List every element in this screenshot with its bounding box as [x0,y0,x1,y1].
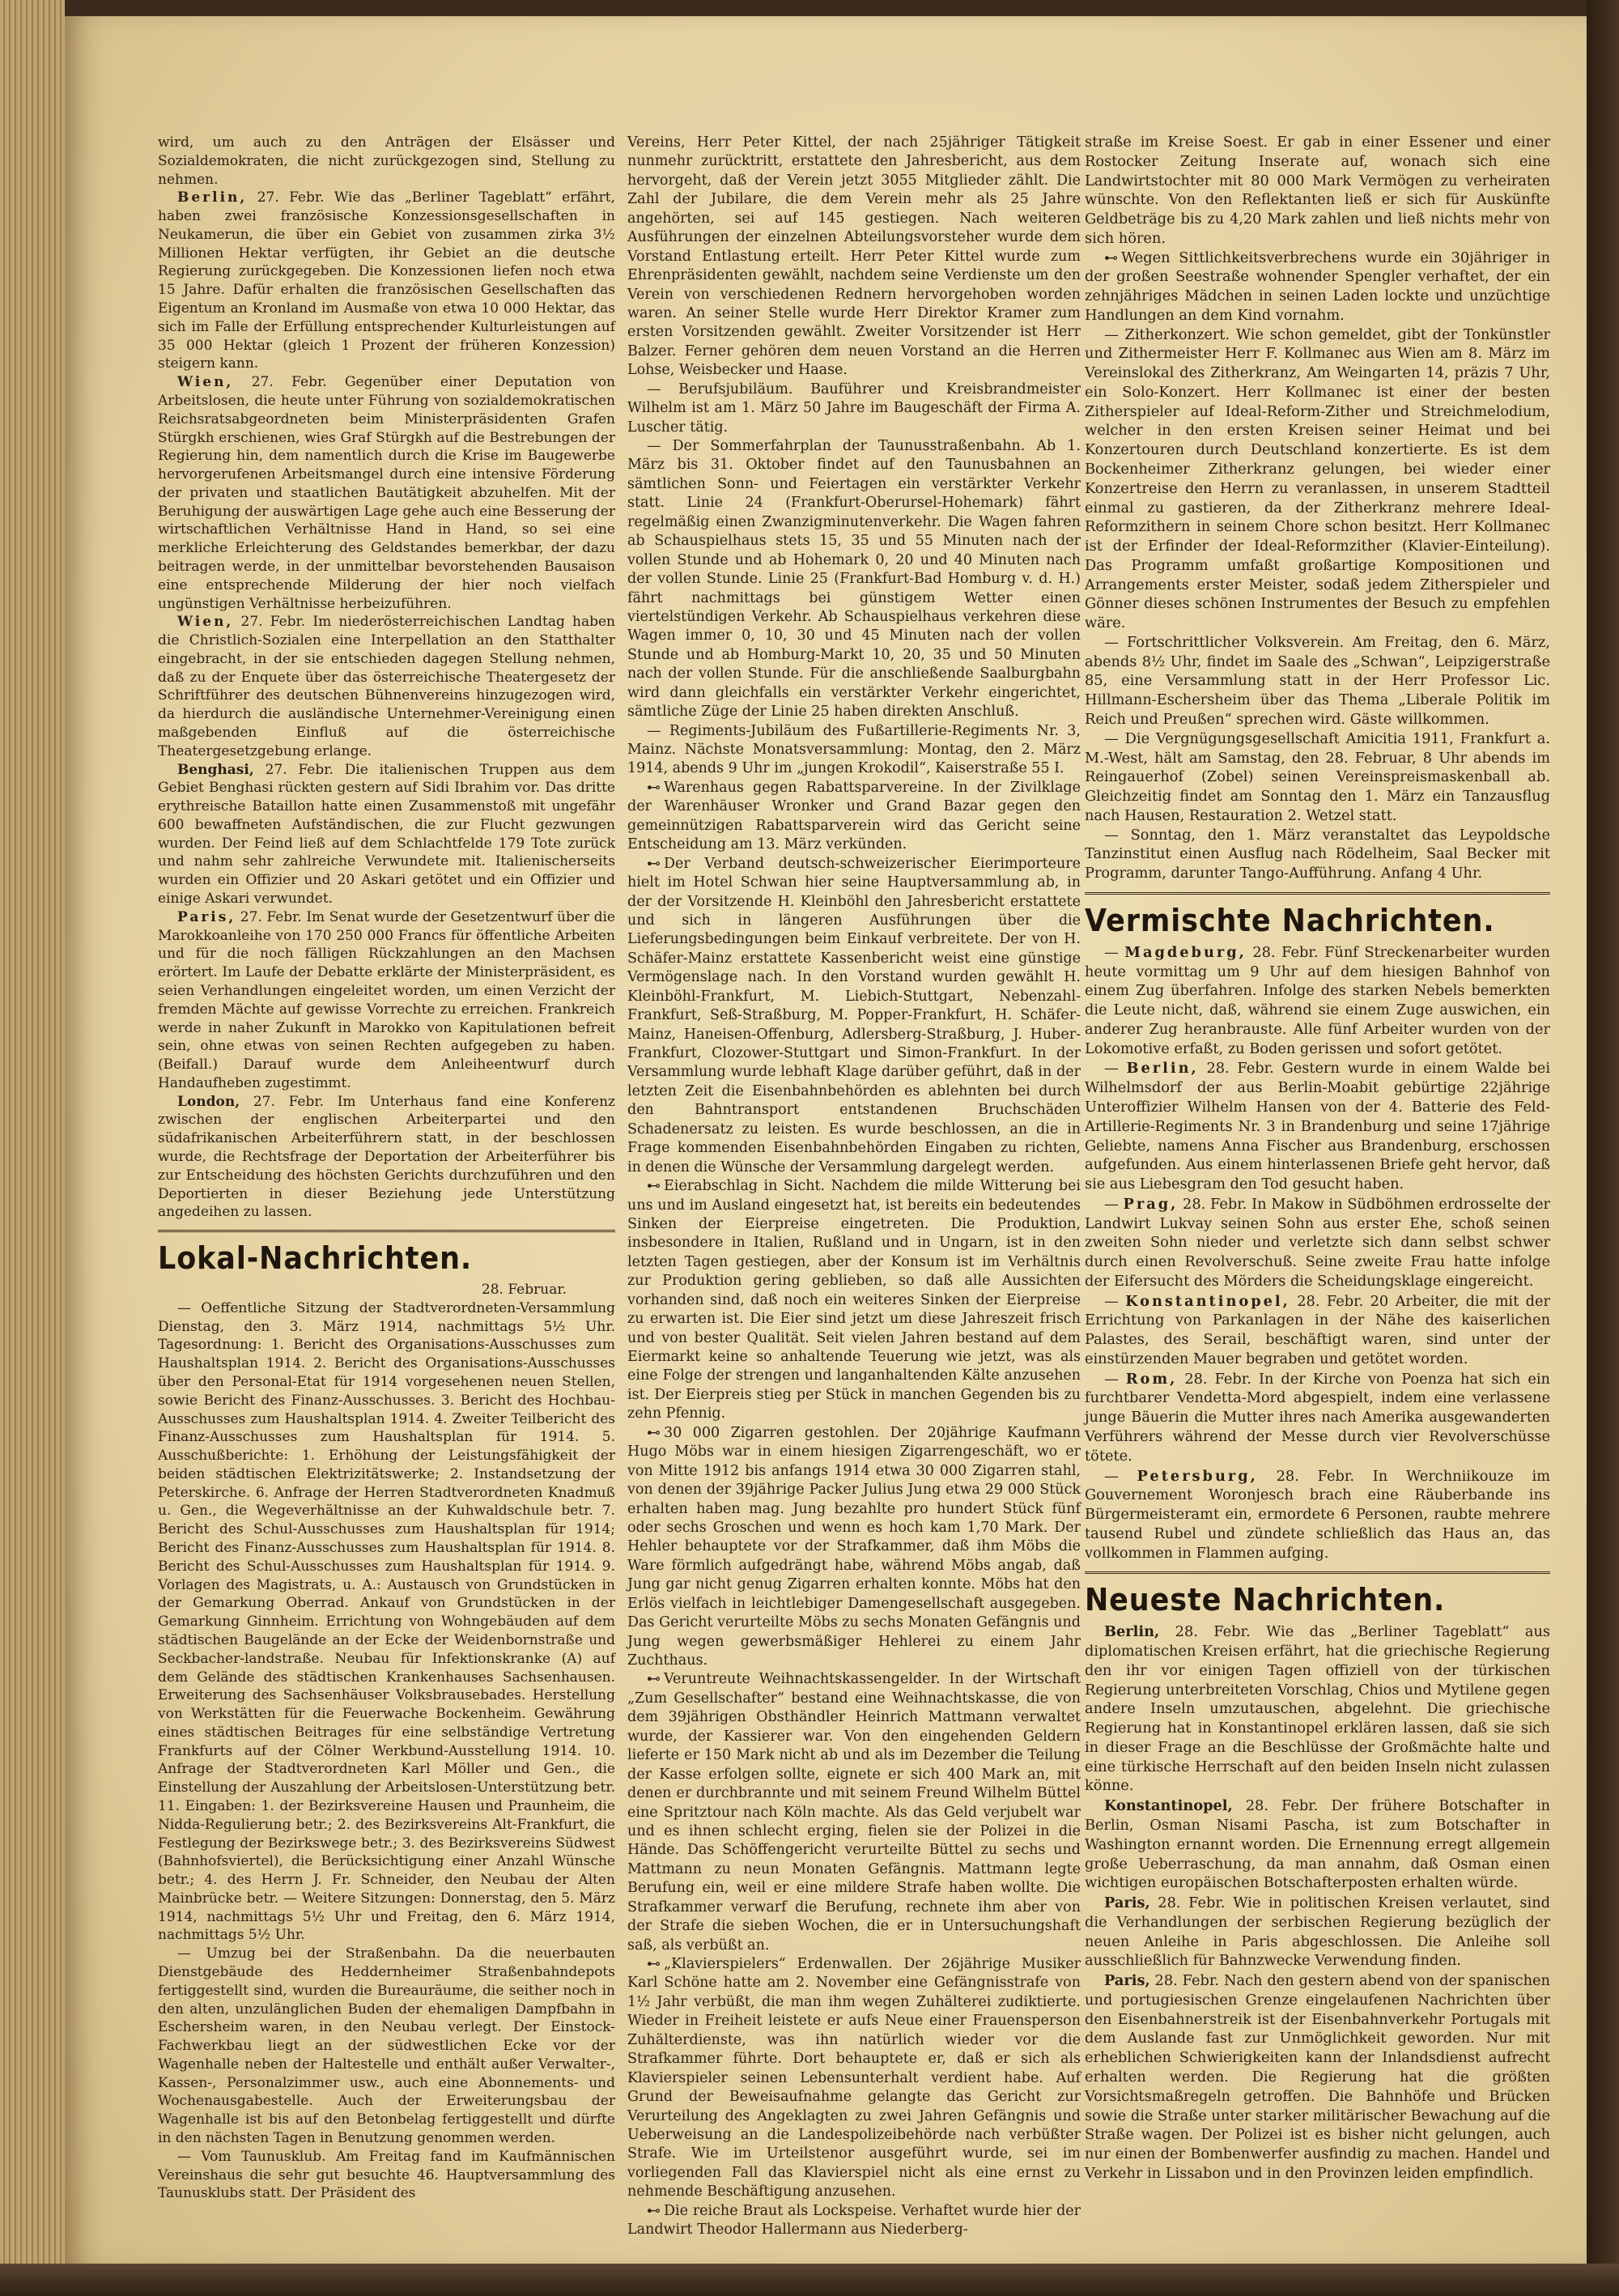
dateline-place: Prag, [1123,1195,1179,1213]
article-sommerfahrplan: — Der Sommerfahrplan der Taunusstraßenbahn. Ab 1. März bis 31. Oktober findet auf den Taunusbahnen an sämtlichen Sonn- und Feiertagen ein verstärkter Verkehr statt. Linie 24 (Frankfurt-Oberursel-Hohemark) fährt regelmäßig einen Zwanzigminutenverkehr. Die Wagen fahren ab Schauspielhaus stets 15, 35 und 55 Minuten nach der vollen Stunde und ab Hohemark 0, 20 und 40 Minuten nach der vollen Stunde. Linie 25 (Frankfurt-Bad Homburg v. d. H.) fährt nachmittags bei günstigem Wetter einen viertelstündigen Verkehr. Ab Schauspielhaus verkehren diese Wagen immer 0, 10, 30 und 45 Minuten nach der vollen Stunde und ab Homburg-Markt 10, 20, 35 und 50 Minuten nach der vollen Stunde. Für die anschließende Saalburgbahn wird dann gleichfalls ein verstärkter Verkehr eingerichtet, sämtliche Züge der Linie 25 haben direkten Anschluß. [627,438,1081,721]
article-taunusklub: — Vom Taunusklub. Am Freitag fand im Kaufmännischen Vereinshaus die sehr gut besuchte 46. Hauptversammlung des Taunusklubs statt. Der Präsident des [158,2148,615,2202]
hand-pointer-icon: ⊷ [647,779,661,796]
section-divider [1085,892,1550,895]
article-text: 27. Febr. Im Unterhaus fand eine Konferenz zwischen der englischen Arbeiterpartei und den südafrikanischen Arbeiterführern statt, in der beschlossen wurde, die Rechtsfrage der Deportation der Arbeiterführer bis zur Entscheidung des höchsten Gerichts durchzuführen und den Deportierten in dieser Beziehung jede Unterstützung angedeihen zu lassen. [158,1093,615,1221]
dateline-place: Paris, [1104,1894,1150,1912]
column-1 [158,134,615,2203]
article-text: Vereins, Herr Peter Kittel, der nach 25jähriger Tätigkeit nunmehr zurücktritt, erstattete den Jahresbericht, aus dem hervorgeht, daß der Verein jetzt 3055 Mitglieder zählt. Die Zahl der Jubilare, die dem Verein mehr als 25 Jahre angehörten, sei auf 145 gestiegen. Nach weiteren Ausführungen der einzelnen Abteilungsvorsteher wurde dem Vorstand Entlastung erteilt. Herr Peter Kittel wurde zum Ehrenpräsidenten gewählt, nachdem seine Verdienste um den Verein von verschiedenen Rednern hervorgehoben worden waren. An seiner Stelle wurde Herr Direktor Kramer zum ersten Vorsitzenden gewählt. Zweiter Vorsitzender ist Herr Balzer. Ferner gehören dem neuen Vorstand an die Herren Lohse, Weisbecker und Haase. [627,134,1081,379]
article-tanzinstitut: — Sonntag, den 1. März veranstaltet das Leypoldsche Tanzinstitut einen Ausflug nach Rödelheim, Saal Becker mit Programm, darunter Tango-Aufführung. Anfang 4 Uhr. [1085,827,1550,882]
article-eierabschlag: ⊷ Eierabschlag in Sicht. Nachdem die milde Witterung bei uns und im Ausland eingesetzt hat, ist bereits ein bedeutendes Sinken der Eierpreise eingetreten. Die Produktion, insbesondere in Italien, Rußland und in Ungarn, ist in den letzten Tagen gestiegen, aber der Konsum ist im Verhältnis zur Produktion gering geblieben, so daß alle Aussichten vorhanden sind, daß noch ein weiteres Sinken der Eierpreise zu erwarten ist. Die Eier sind jetzt um diese Jahreszeit frisch und von bester Qualität. Seit vielen Jahren bestand auf dem Eiermarkt keine so anhaltende Teuerung wie jetzt, was als eine Folge der strengen und langanhaltenden Kälte anzusehen ist. Der Eierpreis stieg per Stück in manchen Gegenden bis zu zehn Pfennig. [627,1178,1081,1422]
dateline-place: Rom, [1125,1370,1178,1388]
article-london [158,1093,615,1222]
article-klavierspieler: ⊷ „Klavierspielers“ Erdenwallen. Der 26jährige Musiker Karl Schöne hatte am 2. November eine Gefängnisstrafe von 1½ Jahr verbüßt, die man ihm wegen Zuhälterei zudiktierte. Wieder in Freiheit leistete er aufs Neue einer Frauensperson Zuhälterdienste, was ihn natürlich wieder vor die Strafkammer führte. Dort behauptete er, daß er sich als Klavierspieler seinen Lebensunterhalt verdient habe. Auf Grund der Beweisaufnahme gelangte das Gericht zur Verurteilung des Angeklagten zu zwei Jahren Gefängnis und Ueberweisung an die Landespolizeibehörde nach verbüßter Strafe. Wie im Urteilstenor ausgeführt wurde, sei im vorliegenden Fall das Klavierspiel nicht als eine ernst zu nehmende Beschäftigung anzusehen. [627,1956,1081,2200]
article-text: 27. Febr. Die italienischen Truppen aus dem Gebiet Benghasi rückten gestern auf Sidi Ibrahim vor. Das dritte erythreische Bataillon hatte einen Zusammenstoß mit ungefähr 600 bewaffneten Aufständischen, die zur Flucht gezwungen wurden. Der Feind ließ auf dem Schlachtfelde 179 Tote zurück und nahm sehr zahlreiche Verwundete mit. Italienischerseits wurden ein Offizier und 20 Askari getötet und ein Offizier und einige Askari verwundet. [158,761,616,908]
article-wien-2 [158,613,615,760]
dateline-place: Paris, [177,908,236,925]
article-petersburg: — Petersburg, 28. Febr. In Werchniikouze im Gouvernement Woronjesch brach eine Räuberbande ins Bürgermeisteramt ein, ermordete 6 Personen, raubte mehrere tausend Rubel und zündete schließlich das Haus an, das vollkommen in Flammen aufging. [1085,1467,1550,1562]
article-text: 27. Febr. Im Senat wurde der Gesetzentwurf über die Marokkoanleihe von 170 250 000 Francs für öffentliche Arbeiten und für die noch fälligen Rückzahlungen an den Machsen erörtert. Im Laufe der Debatte erklärte der Ministerpräsident, es seien Verhandlungen eingeleitet worden, um einen Verzicht der fremden Mächte auf gewisse Vorrechte zu erreichen. Frankreich werde in naher Zukunft in Marokko von Kapitulationen befreit sein, ohne etwas von seinen Rechten aufgegeben zu haben. (Beifall.) Darauf wurde dem Anleiheentwurf durch Handaufheben zugestimmt. [158,908,615,1091]
section-heading-lokal: Lokal-Nachrichten. [158,1240,473,1277]
article-konstantinopel: — Konstantinopel, 28. Febr. 20 Arbeiter, die mit der Errichtung von Parkanlagen in der Nähe des kaiserlichen Palastes, des Serail, beschäftigt waren, sind unter der einstürzenden Mauer begraben und getötet worden. [1085,1292,1550,1367]
dateline-place: Berlin, [177,189,248,206]
article-paris [158,908,615,1093]
hand-pointer-icon: ⊷ [647,1178,661,1195]
article-magdeburg: — Magdeburg, 28. Febr. Fünf Streckenarbeiter wurden heute vormittag um 9 Uhr auf dem hiesigen Bahnhof von einem Zug überfahren. Infolge des starken Nebels bemerkten die Leute nicht, daß, während sie einem Zuge auswichen, ein anderer Zug heranbrauste. Alle fünf Arbeiter wurden von der Lokomotive erfaßt, zu Boden gerissen und sofort getötet. [1085,943,1550,1057]
article-text: 27. Febr. Im niederösterreichischen Landtag haben die Christlich-Sozialen eine Interpellation an den Statthalter eingebracht, in der sie entschieden dagegen Stellung nehmen, daß zu der Enquete über das österreichische Theatergesetz der Schriftführer des deutschen Bühnenvereins hinzugezogen wird, da hierdurch die ausländische Unternehmer-Vereinigung einen maßgebenden Einfluß auf die österreichische Theatergesetzgebung erlange. [158,614,616,759]
article-eierimporteure: ⊷ Der Verband deutsch-schweizerischer Eierimporteure hielt im Hotel Schwan hier seine Hauptversammlung ab, in der der Vorsitzende H. Kleinböhl den Jahresbericht erstattete und sich in längeren Ausführungen über die Lieferungsbedingungen beim Einkauf verbreitete. Der von H. Schäfer-Mainz erstattete Kassenbericht weist eine günstige Vermögenslage nach. In den Vorstand wurden gewählt H. Kleinböhl-Frankfurt, M. Liebich-Stuttgart, Nebenzahl-Frankfurt, Seß-Straßburg, M. Popper-Frankfurt, H. Schäfer-Mainz, Haneisen-Offenburg, Adlersberg-Straßburg, J. Huber-Frankfurt, Clozower-Stuttgart und Simon-Frankfurt. In der Versammlung wurde lebhaft Klage darüber geführt, daß in der letzten Zeit die Eisenbahnbehörden es ablehnten bei durch den Bahntransport entstandenen Bruchschäden Schadenersatz zu leisten. Es wurde beschlossen, an die in Frage kommenden Eisenbahnbehörden Eingaben zu richten, in denen die Wünsche der Versammlung dargelegt werden. [627,855,1081,1176]
article-rom: — Rom, 28. Febr. In der Kirche von Poenza hat sich ein furchtbarer Vendetta-Mord abgespielt, indem eine verlassene junge Bäuerin die Mutter ihres nach Amerika ausgewanderten Verführers während der Messe durch vier Revolverschüsse tötete. [1085,1370,1550,1465]
article-zitherkonzert: — Zitherkonzert. Wie schon gemeldet, gibt der Tonkünstler und Zithermeister Herr F. Kollmanec aus Wien am 8. März im Vereinslokal des Zitherkranz, Am Weingarten 14, präzis 7 Uhr, ein Solo-Konzert. Herr Kollmanec ist einer der besten Zitherspieler auf Ideal-Reform-Zither und Streichmelodium, welcher in den ersten Kreisen seiner Heimat und bei Konzertouren durch Deutschland konzertierte. Es ist dem Bockenheimer Zitherkranz gelungen, bei wieder einer Konzertreise den Herrn zu veranlassen, in unserem Stadtteil einmal zu gastieren, da der Zitherkranz mehrere Ideal-Reformzithern in seinem Chore schon besitzt. Herr Kollmanec ist der Erfinder der Ideal-Reformzither (Klavier-Einteilung). Das Programm umfaßt großartige Kompositionen und Arrangements erster Meister, sodaß jedem Zitherspieler und Gönner dieses schönen Instrumentes der Besuch zu empfehlen wäre. [1085,326,1550,632]
column-3 [1085,134,1550,2184]
article-benghasi [158,761,615,908]
hand-pointer-icon: ⊷ [647,2202,661,2219]
article-text: wird, um auch zu den Anträgen der Elsässer und Sozialdemokraten, die nicht zurückgezogen sind, Stellung zu nehmen. [158,134,615,188]
article-prag: — Prag, 28. Febr. In Makow in Südböhmen erdrosselte der Landwirt Lukvay seinen Sohn aus erster Ehe, schoß seinen zweiten Sohn nieder und verletzte sich dann selbst schwer durch einen Revolverschuß. Seine zweite Frau hatte infolge der Eifersucht des Mörders die Scheidungsklage eingereicht. [1085,1195,1550,1290]
dateline-place: Konstantinopel, [1125,1292,1290,1310]
article-zigarren: ⊷ 30 000 Zigarren gestohlen. Der 20jährige Kaufmann Hugo Möbs war in einem hiesigen Zigarrengeschäft, wo er von Mitte 1912 bis anfangs 1914 etwa 30 000 Zigarren stahl, von denen der 39jährige Packer Julius Jung etwa 29 000 Stück erhalten haben mag. Jung bezahlte pro hundert Stück fünf oder sechs Groschen und wenn es hoch kam 1,70 Mark. Der Hehler behauptete vor der Strafkammer, daß ihm Möbs die Ware förmlich aufgedrängt habe, während Möbs angab, daß Jung gar nicht genug Zigarren erhalten konnte. Möbs hat den Erlös vielfach in leichtlebiger Damengesellschaft ausgegeben. Das Gericht verurteilte Möbs zu sechs Monaten Gefängnis und Jung wegen gewerbsmäßiger Hehlerei zu einem Jahr Zuchthaus. [627,1424,1081,1669]
article-amicitia: — Die Vergnügungsgesellschaft Amicitia 1911, Frankfurt a. M.-West, hält am Samstag, den 28. Februar, 8 Uhr abends im Reingauerhof (Zobel) seinen Vereinspreismaskenball ab. Gleichzeitig findet am Sonntag den 1. März ein Tanzausflug nach Hausen, Restauration 2. Wetzel statt. [1085,730,1550,824]
binding-shadow [1587,0,1619,2296]
article-berufsjubilaeum: — Berufsjubiläum. Bauführer und Kreisbrandmeister Wilhelm ist am 1. März 50 Jahre im Baugeschäft der Firma A. Luscher tätig. [627,381,1081,436]
article-berlin-neueste: Berlin, 28. Febr. Wie das „Berliner Tageblatt“ aus diplomatischen Kreisen erfährt, hat die griechische Regierung den ihr vor einigen Tagen offiziell von der türkischen Regierung unterbreiteten Vorschlag, Chios und Mytilene gegen andere Inseln umzutauschen, abgelehnt. Die griechische Regierung hat in Konstantinopel erklären lassen, daß sie sich in dieser Frage an die Beschlüsse der Großmächte halte und eine türkische Herrschaft auf den beiden Inseln nicht zulassen könne. [1085,1623,1550,1795]
article-berlin [158,189,615,373]
article-stadtverordneten: — Oeffentliche Sitzung der Stadtverordneten-Versammlung Dienstag, den 3. März 1914, nachmittags 5½ Uhr. Tagesordnung: 1. Bericht des Organisations-Ausschusses zum Haushaltsplan 1914. 2. Bericht des Organisations-Ausschusses über den Personal-Etat für 1914 vorgesehenen neuen Stellen, sowie Bericht des Finanz-Ausschusses. 3. Bericht des Hochbau-Ausschusses zum Haushaltsplan 1914. 4. Zweiter Teilbericht des Finanz-Ausschusses zum Haushaltsplan für 1914. 5. Ausschußberichte: 1. Erhöhung der Leistungsfähigkeit der beiden städtischen Elektrizitätswerke; 2. Instandsetzung der Peterskirche. 6. Anfrage der Herren Stadtverordneten Knadmuß u. Gen., die Wegeverhältnisse an der Kuhwaldschule betr. 7. Bericht des Schul-Ausschusses zum Haushaltsplan für 1914; Bericht des Finanz-Ausschusses zum Haushaltsplan für 1914. 8. Bericht des Schul-Ausschusses zum Haushaltsplan für 1914. 9. Vorlagen des Magistrats, u. A.: Austausch von Grundstücken in der Gemarkung Oberrad. Ankauf von Grundstücken in der Gemarkung Ginnheim. Errichtung von Wohngebäuden auf dem städtischen Baugelände an der Ecke der Weidenbornstraße und Seckbacher-landstraße. Neubau für Infektionskranke (A) auf dem Gelände des städtischen Krankenhauses Sachsenhausen. Erweiterung des Sachsenhäuser Volksbrausebades. Herstellung von Werkstätten für die Feuerwache Bockenheim. Gewährung eines städtischen Beitrages für eine selbständige Vertretung Frankfurts auf der Cölner Werkbund-Ausstellung 1914. 10. Anfrage der Stadtverordneten Karl Möller und Gen., die Einstellung der Auszahlung der Arbeitslosen-Unterstützung betr. 11. Eingaben: 1. der Bezirksvereine Hausen und Praunheim, die Nidda-Regulierung betr.; 2. des Bezirksvereins Alt-Frankfurt, die Festlegung der Bezirkswege betr.; 3. des Bezirksvereins Südwest (Bahnhofsviertel), die Berücksichtigung einer Anzahl Wünsche betr.; 4. des Herrn J. Fr. Schneider, den Neubau der Alten Mainbrücke betr. — Weitere Sitzungen: Donnerstag, den 5. März 1914, nachmittags 5½ Uhr und Freitag, den 6. März 1914, nachmittags 5½ Uhr. [158,1299,615,1944]
article-wien-1 [158,373,615,613]
article-paris-neueste-2: Paris, 28. Febr. Nach den gestern abend von der spanischen und portugiesischen Grenze eingelaufenen Nachrichten über den Eisenbahnerstreik ist der Eisenbahnverkehr Portugals mit dem Auslande fast zur Unmöglichkeit geworden. Nur mit erheblichen Schwierigkeiten kann der Inlandsdienst aufrecht erhalten werden. Die Regierung hat die größten Vorsichtsmaßregeln getroffen. Die Bahnhöfe und Brücken sowie die Straße unter starker militärischer Bewachung auf die Straße wagen. Der Polizei ist es bisher nicht gelungen, auch nur einen der Bombenwerfer ausfindig zu machen. Handel und Verkehr in Lissabon und in den Provinzen leiden empfindlich. [1085,1972,1550,2182]
book-page-edges [0,0,65,2296]
dateline-place: Paris, [1104,1972,1150,1990]
article-regiments-jubilaeum: — Regiments-Jubiläum des Fußartillerie-Regiments Nr. 3, Mainz. Nächste Monatsversammlung: Montag, den 2. März 1914, abends 9 Uhr im „jungen Krokodil“, Kaiserstraße 55 I. [627,722,1081,777]
dateline-place: Berlin, [1104,1623,1160,1641]
hand-pointer-icon: ⊷ [1104,249,1118,266]
section-heading-neueste: Neueste Nachrichten. [1085,1582,1446,1618]
section-divider [158,1230,615,1232]
article-text: 27. Febr. Gegenüber einer Deputation von Arbeitslosen, die heute unter Führung von sozialdemokratischen Reichsratsabgeordneten beim Ministerpräsidenten Grafen Stürgkh erschienen, wies Graf Stürgkh auf die Bestrebungen der Regierung hin, dem namentlich durch die Krise im Baugewerbe hervorgerufenen Arbeitsmangel durch eine intensive Förderung der privaten und staatlichen Bautätigkeit abzuhelfen. Mit der Beruhigung der auswärtigen Lage gehe auch eine Besserung der wirtschaftlichen Verhältnisse Hand in Hand, so sei eine merkliche Erleichterung des Geldstandes bemerkbar, der dazu beitragen werde, in der unmittelbar bevorstehenden Bausaison eine entsprechende Milderung der hier noch vielfach ungünstigen Verhältnisse herbeizuführen. [158,374,616,612]
article-text: 27. Febr. Wie das „Berliner Tageblatt“ erfährt, haben zwei französische Konzessionsgesellschaften in Neukamerun, die über ein Gebiet von zusammen zirka 3½ Millionen Hektar verfügten, ihr Gebiet an die deutsche Regierung zurückgegeben. Die Konzessionen liefen noch etwa 15 Jahre. Dafür erhalten die französischen Gesellschaften das Eigentum an Kronland im Ausmaße von etwa 10 000 Hektar, das sich im Falle der Erfüllung entsprechender Kulturleistungen auf 35 000 Hektar (gleich 1 Prozent der früheren Konzession) steigern kann. [158,189,615,372]
section-date: 28. Februar. [481,1282,567,1299]
article-text: straße im Kreise Soest. Er gab in einer Essener und einer Rostocker Zeitung Inserate auf, wonach sich eine Landwirtstochter mit 80 000 Mark Vermögen zu verheiraten wünschte. Von den Reflektanten ließ er sich für Auskünfte Geldbeträge bis zu 4,20 Mark zahlen und ließ nichts mehr von sich hören. [1085,134,1550,247]
section-heading-vermischte: Vermischte Nachrichten. [1085,902,1495,938]
hand-pointer-icon: ⊷ [647,1671,661,1688]
column-2 [627,134,1081,2240]
article-warenhaus: ⊷ Warenhaus gegen Rabattsparvereine. In der Zivilklage der Warenhäuser Wronker und Grand Bazar gegen den gemeinnützigen Rabattsparverein wird das Gericht seine Entscheidung am 13. März verkünden. [627,779,1081,853]
article-weihnachtskasse: ⊷ Veruntreute Weihnachtskassengelder. In der Wirtschaft „Zum Gesellschafter“ bestand eine Weihnachtskasse, die von dem 39jährigen Obsthändler Heinrich Mattmann verwaltet wurde, der Kassierer war. Von den eingehenden Geldern lieferte er 150 Mark nicht ab und als im Dezember die Teilung der Kasse erfolgen sollte, eignete er sich 400 Mark an, mit denen er durchbrannte und mit seinem Freund Wilhelm Büttel eine Spritztour nach Köln machte. Als das Geld verjubelt war und es ihnen schlecht erging, fielen sie der Polizei in die Hände. Das Schöffengericht verurteilte Büttel zu sechs und Mattmann zu neun Monaten Gefängnis. Mattmann legte Berufung ein, weil er eine mildere Strafe haben wollte. Die Strafkammer verwarf die Berufung, rechnete ihm aber von der Strafe die sieben Wochen, die er in Untersuchungshaft saß, als verbüßt an. [627,1671,1081,1954]
dateline-place: London, [177,1093,240,1110]
article-konstantinopel-neueste: Konstantinopel, 28. Febr. Der frühere Botschafter in Berlin, Osman Nisami Pascha, ist zum Botschafter in Washington ernannt worden. Die Ernennung erregt allgemein große Ueberraschung, da man annahm, daß Osman einen wichtigen europäischen Botschafterposten erhalten würde. [1085,1797,1550,1892]
hand-pointer-icon: ⊷ [647,1956,661,1972]
article-strassenbahn: — Umzug bei der Straßenbahn. Da die neuerbauten Dienstgebäude des Heddernheimer Straßenbahndepots fertiggestellt sind, wurden die Bureauräume, die seither noch in den alten, unzulänglichen Buden der ehemaligen Dampfbahn in Eschersheim waren, in den Neubau verlegt. Der Einstock-Fachwerkbau liegt an der südwestlichen Ecke vor der Wagenhalle neben der Haltestelle und enthält außer Verwalter-, Kassen-, Personalzimmer usw., auch eine Abonnements- und Wochenausgabestelle. Auch der Erweiterungsbau der Wagenhalle ist bis auf den Betonbelag fertiggestellt und dürfte in den nächsten Tagen in Benutzung genommen werden. [158,1945,615,2147]
book-bottom-edge [0,2264,1619,2296]
dateline-place: Wien, [177,614,234,631]
hand-pointer-icon: ⊷ [647,855,661,872]
dateline-place: Konstantinopel, [1104,1797,1233,1815]
article-reiche-braut: ⊷ Die reiche Braut als Lockspeise. Verhaftet wurde hier der Landwirt Theodor Hallermann aus Niederberg- [627,2202,1081,2239]
article-berlin: — Berlin, 28. Febr. Gestern wurde in einem Walde bei Wilhelmsdorf der aus Berlin-Moabit gebürtige 22jährige Unteroffizier Wilhelm Hansen von der 4. Batterie des Feld-Artillerie-Regiments Nr. 3 in Brandenburg und seine 17jährige Geliebte, namens Anna Fischer aus Brandenburg, erschossen aufgefunden. Aus einem hinterlassenen Briefe geht hervor, daß sie aus Liebesgram den Tod gesucht haben. [1085,1060,1550,1193]
hand-pointer-icon: ⊷ [647,1424,661,1441]
article-paris-neueste-1: Paris, 28. Febr. Wie in politischen Kreisen verlautet, sind die Verhandlungen der serbischen Regierung bezüglich der neuen Anleihe in Paris abgeschlossen. Die Anleihe soll ausschließlich für Bahnzwecke Verwendung finden. [1085,1894,1550,1970]
dateline-place: Benghasi, [177,761,254,778]
dateline-place: Berlin, [1126,1060,1199,1078]
article-sittlichkeit: ⊷ Wegen Sittlichkeitsverbrechens wurde ein 30jähriger in der großen Seestraße wohnender Spengler verhaftet, der ein zehnjähriges Mädchen in seinen Laden lockte und unzüchtige Handlungen an dem Kind vornahm. [1085,249,1550,324]
dateline-place: Petersburg, [1137,1467,1258,1485]
article-volksverein: — Fortschrittlicher Volksverein. Am Freitag, den 6. März, abends 8½ Uhr, findet im Saale des „Schwan“, Leipzigerstraße 85, eine Versammlung statt in der Herr Professor Lic. Hillmann-Eschersheim über das Thema „Liberale Politik im Reich und Preußen“ sprechen wird. Gäste willkommen. [1085,634,1550,728]
dateline-place: Wien, [177,374,234,391]
dateline-place: Magdeburg, [1124,943,1247,961]
section-divider [1085,1571,1550,1574]
